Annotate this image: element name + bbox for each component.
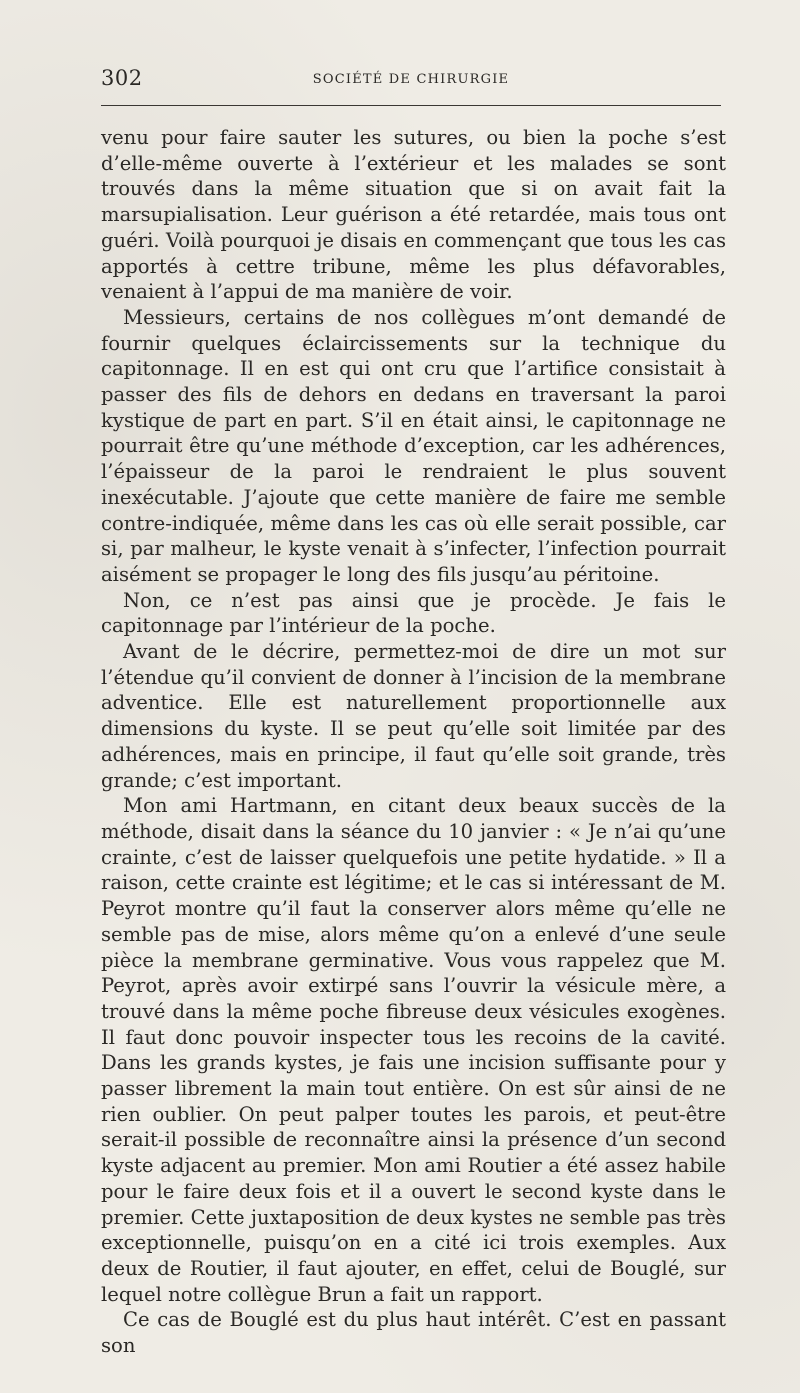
paragraph: Mon ami Hartmann, en citant deux beaux succès de la méthode, disait dans la séance du 10 janvier : « Je n’ai qu’une crainte, c’est de laisser quelquefois une petite hydatide. » Il a raison, cette crainte est légitime; et le cas si intéressant de M. Peyrot montre qu’il faut la conserver alors même qu’elle ne semble pas de mise, alors même qu’on a enlevé d’une seule pièce la membrane germinative. Vous vous rappelez que M. Peyrot, après avoir extirpé sans l’ouvrir la vésicule mère, a trouvé dans la même poche fibreuse deux vésicules exogènes. Il faut donc pouvoir inspecter tous les recoins de la cavité. Dans les grands kystes, je fais une incision suffisante pour y passer librement la main tout entière. On est sûr ainsi de ne rien oublier. On peut palper toutes les parois, et peut-être serait-il possible de reconnaître ainsi la présence d’un second kyste adjacent au premier. Mon ami Routier a été assez habile pour le faire deux fois et il a ouvert le second kyste dans le premier. Cette juxtaposition de deux kystes ne semble pas très exceptionnelle, puisqu’on en a cité ici trois exemples. Aux deux de Routier, il faut ajouter, en effet, celui de Bouglé, sur lequel notre collègue Brun a fait un rapport.: [101, 794, 726, 1306]
paragraph-continued: venu pour faire sauter les sutures, ou bien la poche s’est d’elle-même ouverte à l’extérieur et les malades se sont trouvés dans la même situation que si on avait fait la marsupialisation. Leur guérison a été retardée, mais tous ont guéri. Voilà pourquoi je disais en commençant que tous les cas apportés à cettre tribune, même les plus défavorables, venaient à l’appui de ma manière de voir.: [101, 126, 726, 304]
paragraph: Non, ce n’est pas ainsi que je procède. Je fais le capitonnage par l’intérieur de la poche.: [101, 588, 726, 638]
body-text: [101, 125, 726, 1359]
page-number: 302: [101, 66, 143, 90]
paragraph: Ce cas de Bouglé est du plus haut intérêt. C’est en passant son: [101, 1308, 726, 1358]
running-head: [101, 66, 721, 92]
paragraph: Avant de le décrire, permettez-moi de dire un mot sur l’étendue qu’il convient de donner à l’incision de la membrane adventice. Elle est naturellement proportionnelle aux dimensions du kyste. Il se peut qu’elle soit limitée par des adhérences, mais en principe, il faut qu’elle soit grande, très grande; c’est important.: [101, 640, 726, 792]
journal-title: SOCIÉTÉ DE CHIRURGIE: [312, 72, 510, 87]
paragraph: Messieurs, certains de nos collègues m’ont demandé de fournir quelques éclaircissements sur la technique du capitonnage. Il en est qui ont cru que l’artifice consistait à passer des fils de dehors en dedans en traversant la paroi kystique de part en part. S’il en était ainsi, le capitonnage ne pourrait être qu’une méthode d’exception, car les adhérences, l’épaisseur de la paroi le rendraient le plus souvent inexécutable. J’ajoute que cette manière de faire me semble contre-indiquée, même dans les cas où elle serait possible, car si, par malheur, le kyste venait à s’infecter, l’infection pourrait aisément se propager le long des fils jusqu’au péritoine.: [101, 305, 726, 586]
header-rule: [101, 105, 721, 106]
